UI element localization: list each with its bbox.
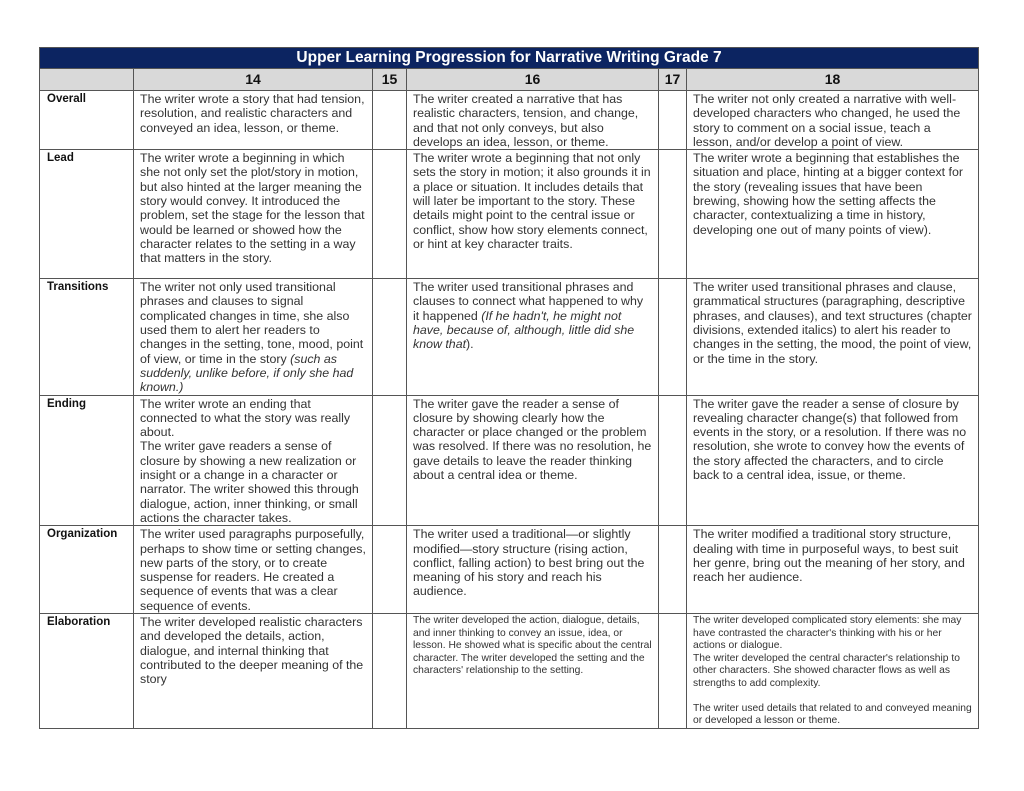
cell-17: [659, 91, 687, 150]
cell-paragraph: The writer developed complicated story elements: she may have contrasted the character's thinking with his or her actions or dialogue.: [693, 615, 962, 652]
row-overall: [40, 91, 979, 150]
cell-18: The writer modified a traditional story structure, dealing with time in purposeful ways, to best suit her genre, bring out the meaning of her story, and reach her audience.: [687, 526, 979, 614]
cell-14: [134, 395, 373, 526]
row-label: Overall: [40, 91, 134, 150]
level-header-14: 14: [134, 69, 373, 91]
level-header-row: [40, 69, 979, 91]
level-header-15: 15: [373, 69, 407, 91]
cell-18: [687, 614, 979, 729]
cell-15: [373, 395, 407, 526]
cell-text: The writer used transitional phrases and clauses to connect what happened to why it happened: [413, 280, 644, 323]
row-lead: [40, 150, 979, 279]
cell-16: The writer created a narrative that has realistic characters, tension, and change, and that not only conveys, but also develops an idea, lesson, or theme.: [407, 91, 659, 150]
cell-examples: (such as suddenly, unlike before, if only she had known.): [140, 351, 354, 395]
row-elaboration: [40, 614, 979, 729]
cell-15: [373, 279, 407, 395]
level-header-18: 18: [687, 69, 979, 91]
cell-text: The writer not only used transitional phrases and clauses to signal complicated changes in time, she also used them to alert her readers to changes in the setting, tone, mood, point of view, or time in the story: [140, 280, 364, 366]
row-label: Ending: [40, 395, 134, 526]
cell-18: The writer wrote a beginning that establishes the situation and place, hinting at a bigger context for the story (revealing issues that have been brewing, showing how the setting affects the character, contextualizing a time in history, developing one out of many points of view).: [687, 150, 979, 279]
cell-14: The writer wrote a beginning in which she not only set the plot/story in motion, but also hinted at the larger meaning the story would convey. It introduced the problem, set the stage for the lesson that would be learned or showed how the character relates to the setting in a way that matters in the story.: [134, 150, 373, 279]
cell-15: [373, 526, 407, 614]
cell-16: The writer gave the reader a sense of closure by showing clearly how the character or place changed or the problem was resolved. If there was no resolution, he gave details to leave the reader thinking about a central idea or theme.: [407, 395, 659, 526]
cell-18: The writer not only created a narrative with well-developed characters who changed, he used the story to comment on a social issue, teach a lesson, and/or develop a point of view.: [687, 91, 979, 150]
cell-17: [659, 526, 687, 614]
cell-14: The writer used paragraphs purposefully, perhaps to show time or setting changes, new parts of the story, or to create suspense for readers. He created a sequence of events that was a clear sequence of events.: [134, 526, 373, 614]
cell-14: The writer developed realistic characters and developed the details, action, dialogue, and internal thinking that contributed to the deeper meaning of the story: [134, 614, 373, 729]
rubric-title: Upper Learning Progression for Narrative Writing Grade 7: [40, 48, 979, 69]
cell-18: The writer gave the reader a sense of closure by revealing character change(s) that followed from events in the story, or a resolution. If there was no resolution, she wrote to convey how the events of the story affected the characters, and to circle back to a central idea, issue, or theme.: [687, 395, 979, 526]
cell-17: [659, 150, 687, 279]
cell-14: [134, 279, 373, 395]
cell-16: The writer used a traditional—or slightly modified—story structure (rising action, conflict, falling action) to best bring out the meaning of his story and reach his audience.: [407, 526, 659, 614]
cell-15: [373, 150, 407, 279]
cell-paragraph: The writer gave readers a sense of closure by showing a new realization or insight or a change in a character or narrator. The writer showed this through dialogue, action, inner thinking, or small actions the character takes.: [140, 439, 359, 525]
cell-16: [407, 279, 659, 395]
cell-paragraph: The writer wrote an ending that connected to what the story was really about.: [140, 396, 351, 440]
level-header-17: 17: [659, 69, 687, 91]
cell-18: The writer used transitional phrases and clause, grammatical structures (paragraphing, descriptive phrases, and clauses), and text structures (chapter divisions, extended italics) to alert his reader to changes in the setting, the mood, the point of view, or the time in the story.: [687, 279, 979, 395]
cell-text-end: ).: [466, 337, 474, 352]
cell-paragraph: The writer developed the central character's relationship to other characters. She showed character flows as well as strengths to add complexity.: [693, 652, 960, 689]
header-blank: [40, 69, 134, 91]
level-header-16: 16: [407, 69, 659, 91]
cell-14: The writer wrote a story that had tension, resolution, and realistic characters and conveyed an idea, lesson, or theme.: [134, 91, 373, 150]
row-transitions: [40, 279, 979, 395]
cell-16: The writer developed the action, dialogue, details, and inner thinking to convey an issue, idea, or lesson. He showed what is specific about the central character. The writer developed the setting and the characters' relationship to the setting.: [407, 614, 659, 729]
cell-17: [659, 279, 687, 395]
cell-paragraph: The writer used details that related to and conveyed meaning or developed a lesson or theme.: [693, 702, 972, 727]
row-label: Lead: [40, 150, 134, 279]
cell-15: [373, 614, 407, 729]
cell-16: The writer wrote a beginning that not only sets the story in motion; it also grounds it in a place or situation. It includes details that will later be important to the story. These details might point to the central issue or conflict, show how story elements connect, or hint at key character traits.: [407, 150, 659, 279]
row-label: Transitions: [40, 279, 134, 395]
cell-17: [659, 395, 687, 526]
narrative-writing-rubric: [39, 47, 979, 729]
row-label: Organization: [40, 526, 134, 614]
cell-15: [373, 91, 407, 150]
row-organization: [40, 526, 979, 614]
row-ending: [40, 395, 979, 526]
cell-examples: (If he hadn't, he might not have, because of, although, little did she know that: [413, 308, 635, 352]
row-label: Elaboration: [40, 614, 134, 729]
cell-17: [659, 614, 687, 729]
